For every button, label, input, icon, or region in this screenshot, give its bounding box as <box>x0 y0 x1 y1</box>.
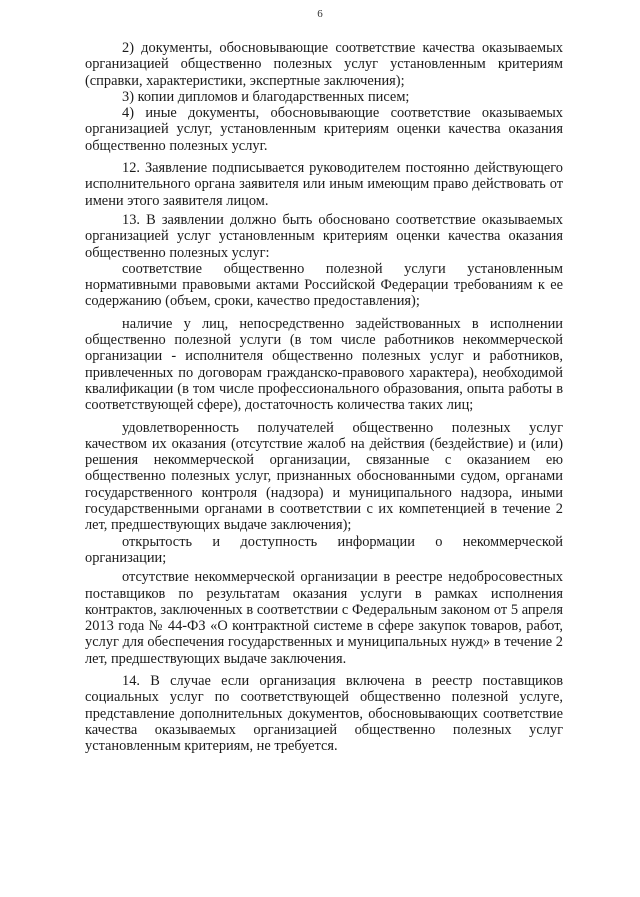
paragraph-criterion-registry: отсутствие некоммерческой организации в реестре недобросовестных поставщиков по результатам оказания услуги в рамках исполнения контрактов, заключенных в соответствии с Федеральным законом от 5 апреля 2013 года № 44-ФЗ «О контрактной системе в сфере закупок товаров, работ, услуг для обеспечения государственных и муниципальных нужд» в течение 2 лет, предшествующих выдаче заключения. <box>85 569 563 667</box>
paragraph-criterion-openness: открытость и доступность информации о некоммерческой организации; <box>85 533 563 566</box>
paragraph-item-3: 3) копии дипломов и благодарственных писем; <box>122 88 410 105</box>
paragraph-clause-13: 13. В заявлении должно быть обосновано соответствие оказываемых организацией услуг установленным критериям оценки качества оказания общественно полезных услуг: <box>85 211 563 261</box>
page-number: 6 <box>317 8 323 20</box>
paragraph-item-2: 2) документы, обосновывающие соответствие качества оказываемых организацией общественно полезных услуг установленным критериям (справки, характеристики, экспертные заключения); <box>85 40 563 89</box>
paragraph-clause-14: 14. В случае если организация включена в реестр поставщиков социальных услуг по соответствующей общественно полезной услуге, представление дополнительных документов, обосновывающих соответствие качества оказываемых организацией общественно полезных услуг установленным критериям, не требуется. <box>85 672 563 755</box>
paragraph-criterion-qualification: наличие у лиц, непосредственно задействованных в исполнении общественно полезной услуги (в том числе работников некоммерческой организации - исполнителя общественно полезных услуг и работников, привлеченных по договорам гражданско-правового характера), необходимой квалификации (в том числе профессионального образования, опыта работы в соответствующей сфере), достаточность количества таких лиц; <box>85 315 563 414</box>
document-body <box>85 40 563 754</box>
paragraph-clause-12: 12. Заявление подписывается руководителем постоянно действующего исполнительного органа заявителя или иным имеющим право действовать от имени этого заявителя лицом. <box>85 160 563 209</box>
paragraph-criterion-satisfaction: удовлетворенность получателей общественно полезных услуг качеством их оказания (отсутствие жалоб на действия (бездействие) и (или) решения некоммерческой организации, связанные с оказанием ею общественно полезных услуг, признанных обоснованными судом, органами государственного контроля (надзора) и муниципального надзора, иными государственными органами в соответствии с их компетенцией в течение 2 лет, предшествующих выдаче заключения); <box>85 419 563 534</box>
paragraph-criterion-compliance: соответствие общественно полезной услуги установленным нормативными правовыми актами Российской Федерации требованиям к ее содержанию (объем, сроки, качество предоставления); <box>85 260 563 310</box>
paragraph-item-4: 4) иные документы, обосновывающие соответствие оказываемых организацией услуг, установленным критериям оценки качества оказания общественно полезных услуг. <box>85 105 563 154</box>
